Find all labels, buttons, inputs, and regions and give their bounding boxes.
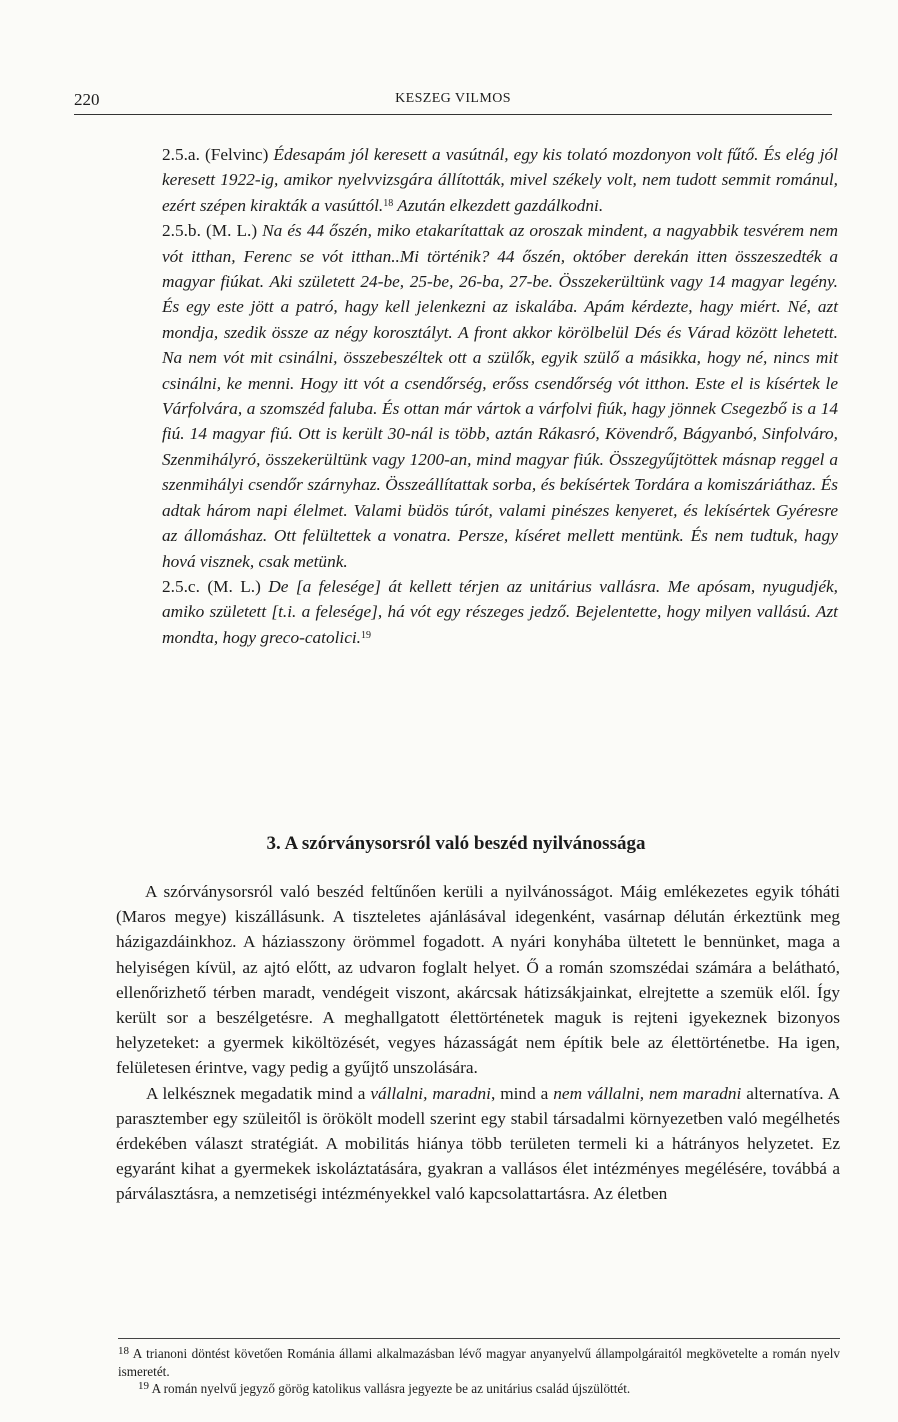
page-number: 220 bbox=[74, 90, 100, 109]
interview-excerpts bbox=[162, 142, 838, 650]
body-text bbox=[116, 879, 840, 1207]
footnote-divider bbox=[118, 1338, 840, 1339]
excerpt-text: Édesapám jól keresett a vasútnál, egy kis tolató mozdonyon volt fűtő. És elég jól keresett 1922-ig, amikor nyelvvizsgára állították, mivel székely volt, nem tudott semmit románul, ezért szépen kirakták a vasúttól. bbox=[162, 145, 838, 215]
footnote-ref-18[interactable]: 18 bbox=[383, 197, 394, 209]
footnote-number: 18 bbox=[118, 1345, 129, 1357]
body-paragraph: A szórványsorsról való beszéd feltűnően kerüli a nyilvánosságot. Máig emlékezetes egyik tóháti (Maros megye) kiszállásunk. A tiszteletes ajánlásával idegenként, vasárnap délután érkeztünk meg házigazdáinkhoz. A háziasszony örömmel fogadott. A nyári konyhába ültetett le bennünket, maga a helyiségen kívül, az ajtó előtt, az udvaron foglalt helyet. Ő a román szomszédai számára a belátható, ellenőrizhető térben maradt, vendégeit viszont, akárcsak hátizsákjainkat, elrejtette a szemük elől. Így került sor a beszélgetésre. A meghallgatott élettörténetek maguk is rejteni igyekeznek bizonyos helyzeteket: a gyermek kiköltözését, vegyes házasságát nem építik bele az élettörténetbe. Ha igen, felületesen érintve, vagy pedig a gyűjtő unszolására. bbox=[116, 882, 840, 1078]
footnote-text: A trianoni döntést követően Románia állami alkalmazásban lévő magyar anyanyelvű állampolgáraitól megkövetelte a román nyelv ismeretét. bbox=[118, 1346, 840, 1379]
excerpt-text: Azután elkezdett gazdálkodni. bbox=[393, 195, 604, 215]
excerpt-2-5-c bbox=[162, 574, 838, 650]
excerpt-label: 2.5.c. (M. L.) bbox=[162, 576, 269, 596]
running-header bbox=[74, 90, 832, 115]
excerpt-label: 2.5.b. (M. L.) bbox=[162, 221, 263, 241]
footnotes bbox=[118, 1345, 840, 1398]
emphasis: nem vállalni, nem maradni bbox=[553, 1083, 742, 1103]
footnote-text: A román nyelvű jegyző görög katolikus vallásra jegyezte be az unitárius család újszülöttét. bbox=[149, 1381, 631, 1397]
section-heading: 3. A szórványsorsról való beszéd nyilvánossága bbox=[266, 833, 646, 854]
excerpt-2-5-b bbox=[162, 218, 838, 574]
running-head-author: KESZEG VILMOS bbox=[395, 91, 511, 106]
excerpt-text: Na és 44 őszén, miko etakarítattak az oroszak mindent, a nagyabbik tesvérem nem vót itthan, Ferenc se vót itthan..Mi történik? 44 őszén, október derekán itten összeszedték a magyar fiúkat. Aki született 24-be, 25-be, 26-ba, 27-be. Összekerültünk vagy 14 magyar legény. És egy este jött a patró, hagy kell jelenkezni az iskalába. Apám kérdezte, hagy miért. Né, azt mondja, szedik össze az négy korosztályt. A front akkor körölbelül Dés és Várad között lehetett. Na nem vót mit csinálni, összebeszéltek ott a szülők, egyik szülő a másikka, hogy né, nincs mit csinálni, ke menni. Hogy itt vót a csendőrség, erőss csendőrség vót itthon. Este el is kísértek le Várfolvára, a szomszéd faluba. És ottan már vártok a várfolvi fiúk, hagy jönnek Csegezbő is a 14 fiú. 14 magyar fiú. Ott is került 30-nál is több, aztán Rákasró, Kövendrő, Bágyanbó, Sinfolváro, Szenmihályró, összekerültünk vagy 1200-an, mind magyar fiúk. Összegyűjtöttek másnap reggel a szenmihályi csendőr szárnyhaz. Összeállítattak sorba, és bekísértek Tordára a komiszáriáthaz. És adtak három napi élelmet. Valami büdös túrót, valami pinészes kenyeret, és lekísértek Gyéresre az állomáshaz. Ott felültettek a vonatra. Persze, kíséret mellett mentünk. És nem tudtuk, hagy hová visznek, csak metünk. bbox=[162, 221, 838, 571]
emphasis: vállalni, maradni bbox=[370, 1083, 491, 1103]
body-paragraph: A lelkésznek megadatik mind a vállalni, maradni, mind a nem vállalni, nem maradni alternatíva. A parasztember egy szüleitől is örökölt modell szerint egy stabil társadalmi környezetben való megélhetés érdekében választ stratégiát. A mobilitás hiánya több területen termeli ki a hátrányos helyzetet. Ez egyaránt kihat a gyermekek iskoláztatására, gyakran a vallásos élet intézményes megélésére, továbbá a párválasztásra, a nemzetiségi intézményekkel való kapcsolattartásra. Az életben bbox=[116, 1083, 840, 1204]
footnote-number: 19 bbox=[138, 1380, 149, 1393]
excerpt-2-5-a bbox=[162, 142, 838, 218]
footnote-18 bbox=[118, 1345, 840, 1380]
excerpt-label: 2.5.a. (Felvinc) bbox=[162, 145, 274, 164]
footnote-ref-19[interactable]: 19 bbox=[361, 629, 372, 641]
excerpt-text: De [a felesége] át kellett térjen az unitárius vallásra. Me apósam, nyugudjék, amiko született [t.i. a felesége], há vót egy részeges jedző. Bejelentette, hogy milyen vallású. Azt mondta, hogy greco-catolici. bbox=[162, 576, 839, 647]
footnote-19 bbox=[118, 1380, 840, 1398]
